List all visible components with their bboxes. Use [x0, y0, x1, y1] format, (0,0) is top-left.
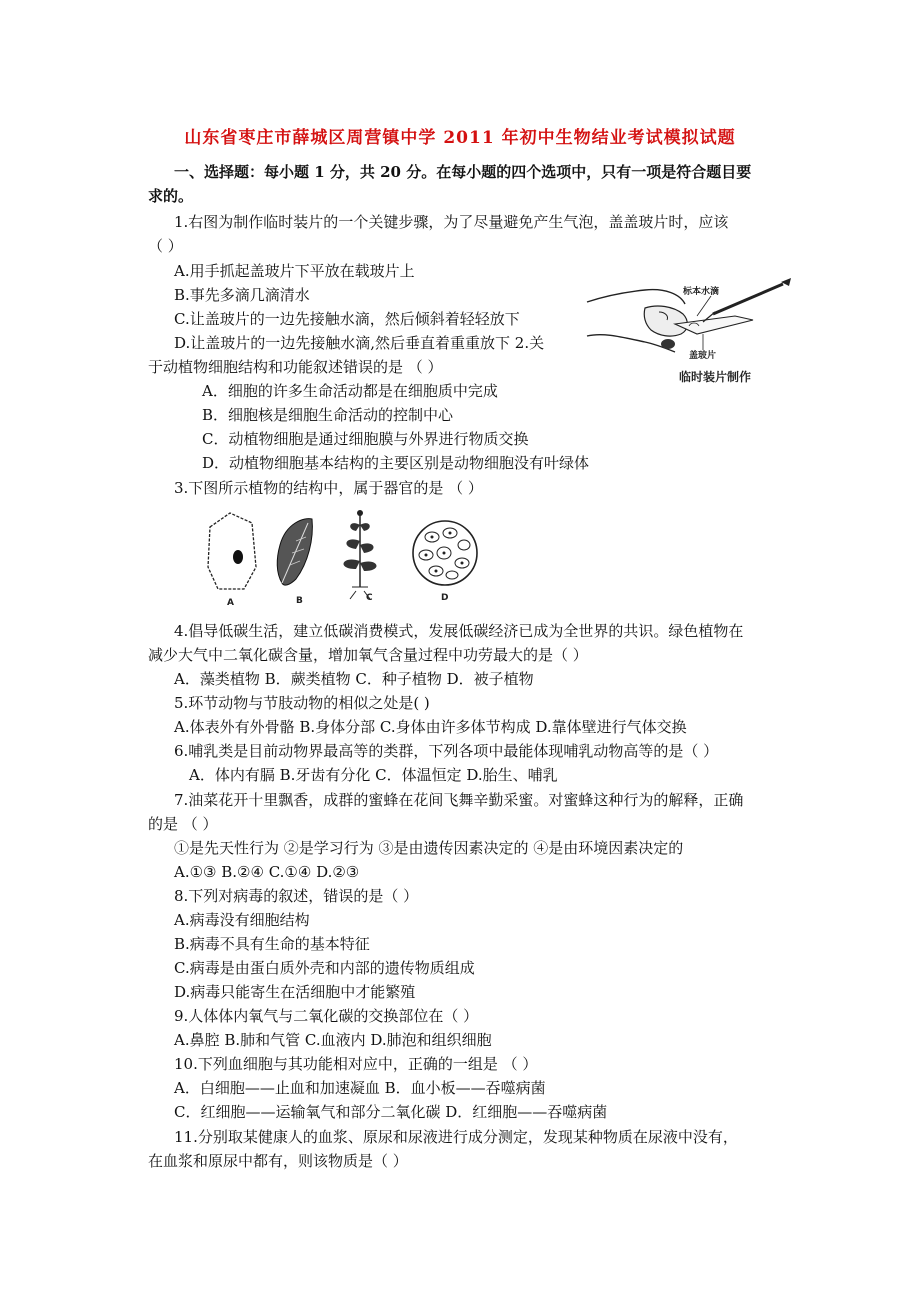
q9-stem: 9.人体体内氧气与二氧化碳的交换部位在（ ） — [174, 1007, 479, 1025]
q10-options-cd: C．红细胞——运输氧气和部分二氧化碳 D．红细胞——吞噬病菌 — [174, 1103, 608, 1121]
q7-stem-line2: 的是 （ ） — [148, 815, 218, 833]
section1-heading-line2: 求的。 — [148, 187, 194, 205]
q2-option-c: C．动植物细胞是通过细胞膜与外界进行物质交换 — [202, 430, 529, 448]
fig-label-a: A — [227, 598, 234, 608]
q5-stem: 5.环节动物与节肢动物的相似之处是( ) — [174, 694, 430, 712]
fig-label-b: B — [296, 596, 303, 606]
section1-heading-line1: 一、选择题：每小题 1 分，共 20 分。在每小题的四个选项中，只有一项是符合题目要 — [174, 163, 752, 181]
q1-option-d: D.让盖玻片的一边先接触水滴,然后垂直着重重放下 2.关 — [174, 334, 545, 352]
q8-option-b: B.病毒不具有生命的基本特征 — [174, 935, 370, 953]
q4-stem-line1: 4.倡导低碳生活，建立低碳消费模式，发展低碳经济已成为全世界的共识。绿色植物在 — [174, 622, 744, 640]
q8-option-c: C.病毒是由蛋白质外壳和内部的遗传物质组成 — [174, 959, 475, 977]
plant-structures-drawing — [200, 505, 480, 610]
page-title: 山东省枣庄市薛城区周营镇中学 2011 年初中生物结业考试模拟试题 — [184, 128, 736, 148]
q6-stem: 6.哺乳类是目前动物界最高等的类群，下列各项中最能体现哺乳动物高等的是（ ） — [174, 742, 719, 760]
q6-options: A．体内有膈 B.牙齿有分化 C．体温恒定 D.胎生、哺乳 — [189, 766, 558, 784]
whole-plant-drawing — [344, 510, 377, 599]
q4-stem-line2: 减少大气中二氧化碳含量，增加氧气含量过程中功劳最大的是（ ） — [148, 646, 588, 664]
q8-stem: 8.下列对病毒的叙述，错误的是（ ） — [174, 887, 419, 905]
fig-label-c: C — [366, 593, 373, 603]
q3-stem: 3.下图所示植物的结构中，属于器官的是 （ ） — [174, 479, 483, 497]
slide-making-figure — [585, 278, 795, 388]
q1-option-c: C.让盖玻片的一边先接触水滴，然后倾斜着轻轻放下 — [174, 310, 520, 328]
q11-stem-line2: 在血浆和原尿中都有，则该物质是（ ） — [148, 1152, 408, 1170]
q2-stem: 于动植物细胞结构和功能叙述错误的是 （ ） — [148, 358, 443, 376]
q1-stem-line1: 1.右图为制作临时装片的一个关键步骤，为了尽量避免产生气泡，盖盖玻片时，应该 — [174, 213, 729, 231]
q8-option-d: D.病毒只能寄生在活细胞中才能繁殖 — [174, 983, 416, 1001]
q2-option-a: A．细胞的许多生命活动都是在细胞质中完成 — [202, 382, 498, 400]
plant-structures-figure — [200, 505, 480, 610]
plant-cell-drawing — [208, 513, 256, 589]
q5-options: A.体表外有外骨骼 B.身体分部 C.身体由许多体节构成 D.靠体壁进行气体交换 — [174, 718, 687, 736]
slide-making-caption: 临时装片制作 — [679, 370, 752, 384]
q10-stem: 10.下列血细胞与其功能相对应中，正确的一组是 （ ） — [174, 1055, 538, 1073]
q7-statements: ①是先天性行为 ②是学习行为 ③是由遗传因素决定的 ④是由环境因素决定的 — [174, 839, 684, 857]
q10-options-ab: A．白细胞——止血和加速凝血 B．血小板——吞噬病菌 — [174, 1079, 546, 1097]
q2-option-d: D．动植物细胞基本结构的主要区别是动物细胞没有叶绿体 — [202, 454, 590, 472]
cover-slip-label: 盖玻片 — [689, 351, 717, 361]
q1-option-b: B.事先多滴几滴清水 — [174, 286, 310, 304]
tissue-drawing — [413, 521, 477, 585]
q8-option-a: A.病毒没有细胞结构 — [174, 911, 310, 929]
q1-stem-line2: （ ） — [148, 237, 183, 255]
q11-stem-line1: 11.分别取某健康人的血浆、原尿和尿液进行成分测定，发现某种物质在尿液中没有， — [174, 1128, 738, 1146]
q9-options: A.鼻腔 B.肺和气管 C.血液内 D.肺泡和组织细胞 — [174, 1031, 492, 1049]
water-drop-label: 标本水滴 — [683, 287, 720, 297]
q7-options: A.①③ B.②④ C.①④ D.②③ — [174, 863, 360, 881]
leaf-drawing — [277, 519, 312, 585]
q4-options: A．藻类植物 B．蕨类植物 C．种子植物 D．被子植物 — [174, 670, 534, 688]
q1-option-a: A.用手抓起盖玻片下平放在载玻片上 — [174, 262, 415, 280]
q2-option-b: B．细胞核是细胞生命活动的控制中心 — [202, 406, 454, 424]
q7-stem-line1: 7.油菜花开十里飘香，成群的蜜蜂在花间飞舞辛勤采蜜。对蜜蜂这种行为的解释，正确 — [174, 791, 744, 809]
fig-label-d: D — [441, 593, 449, 603]
